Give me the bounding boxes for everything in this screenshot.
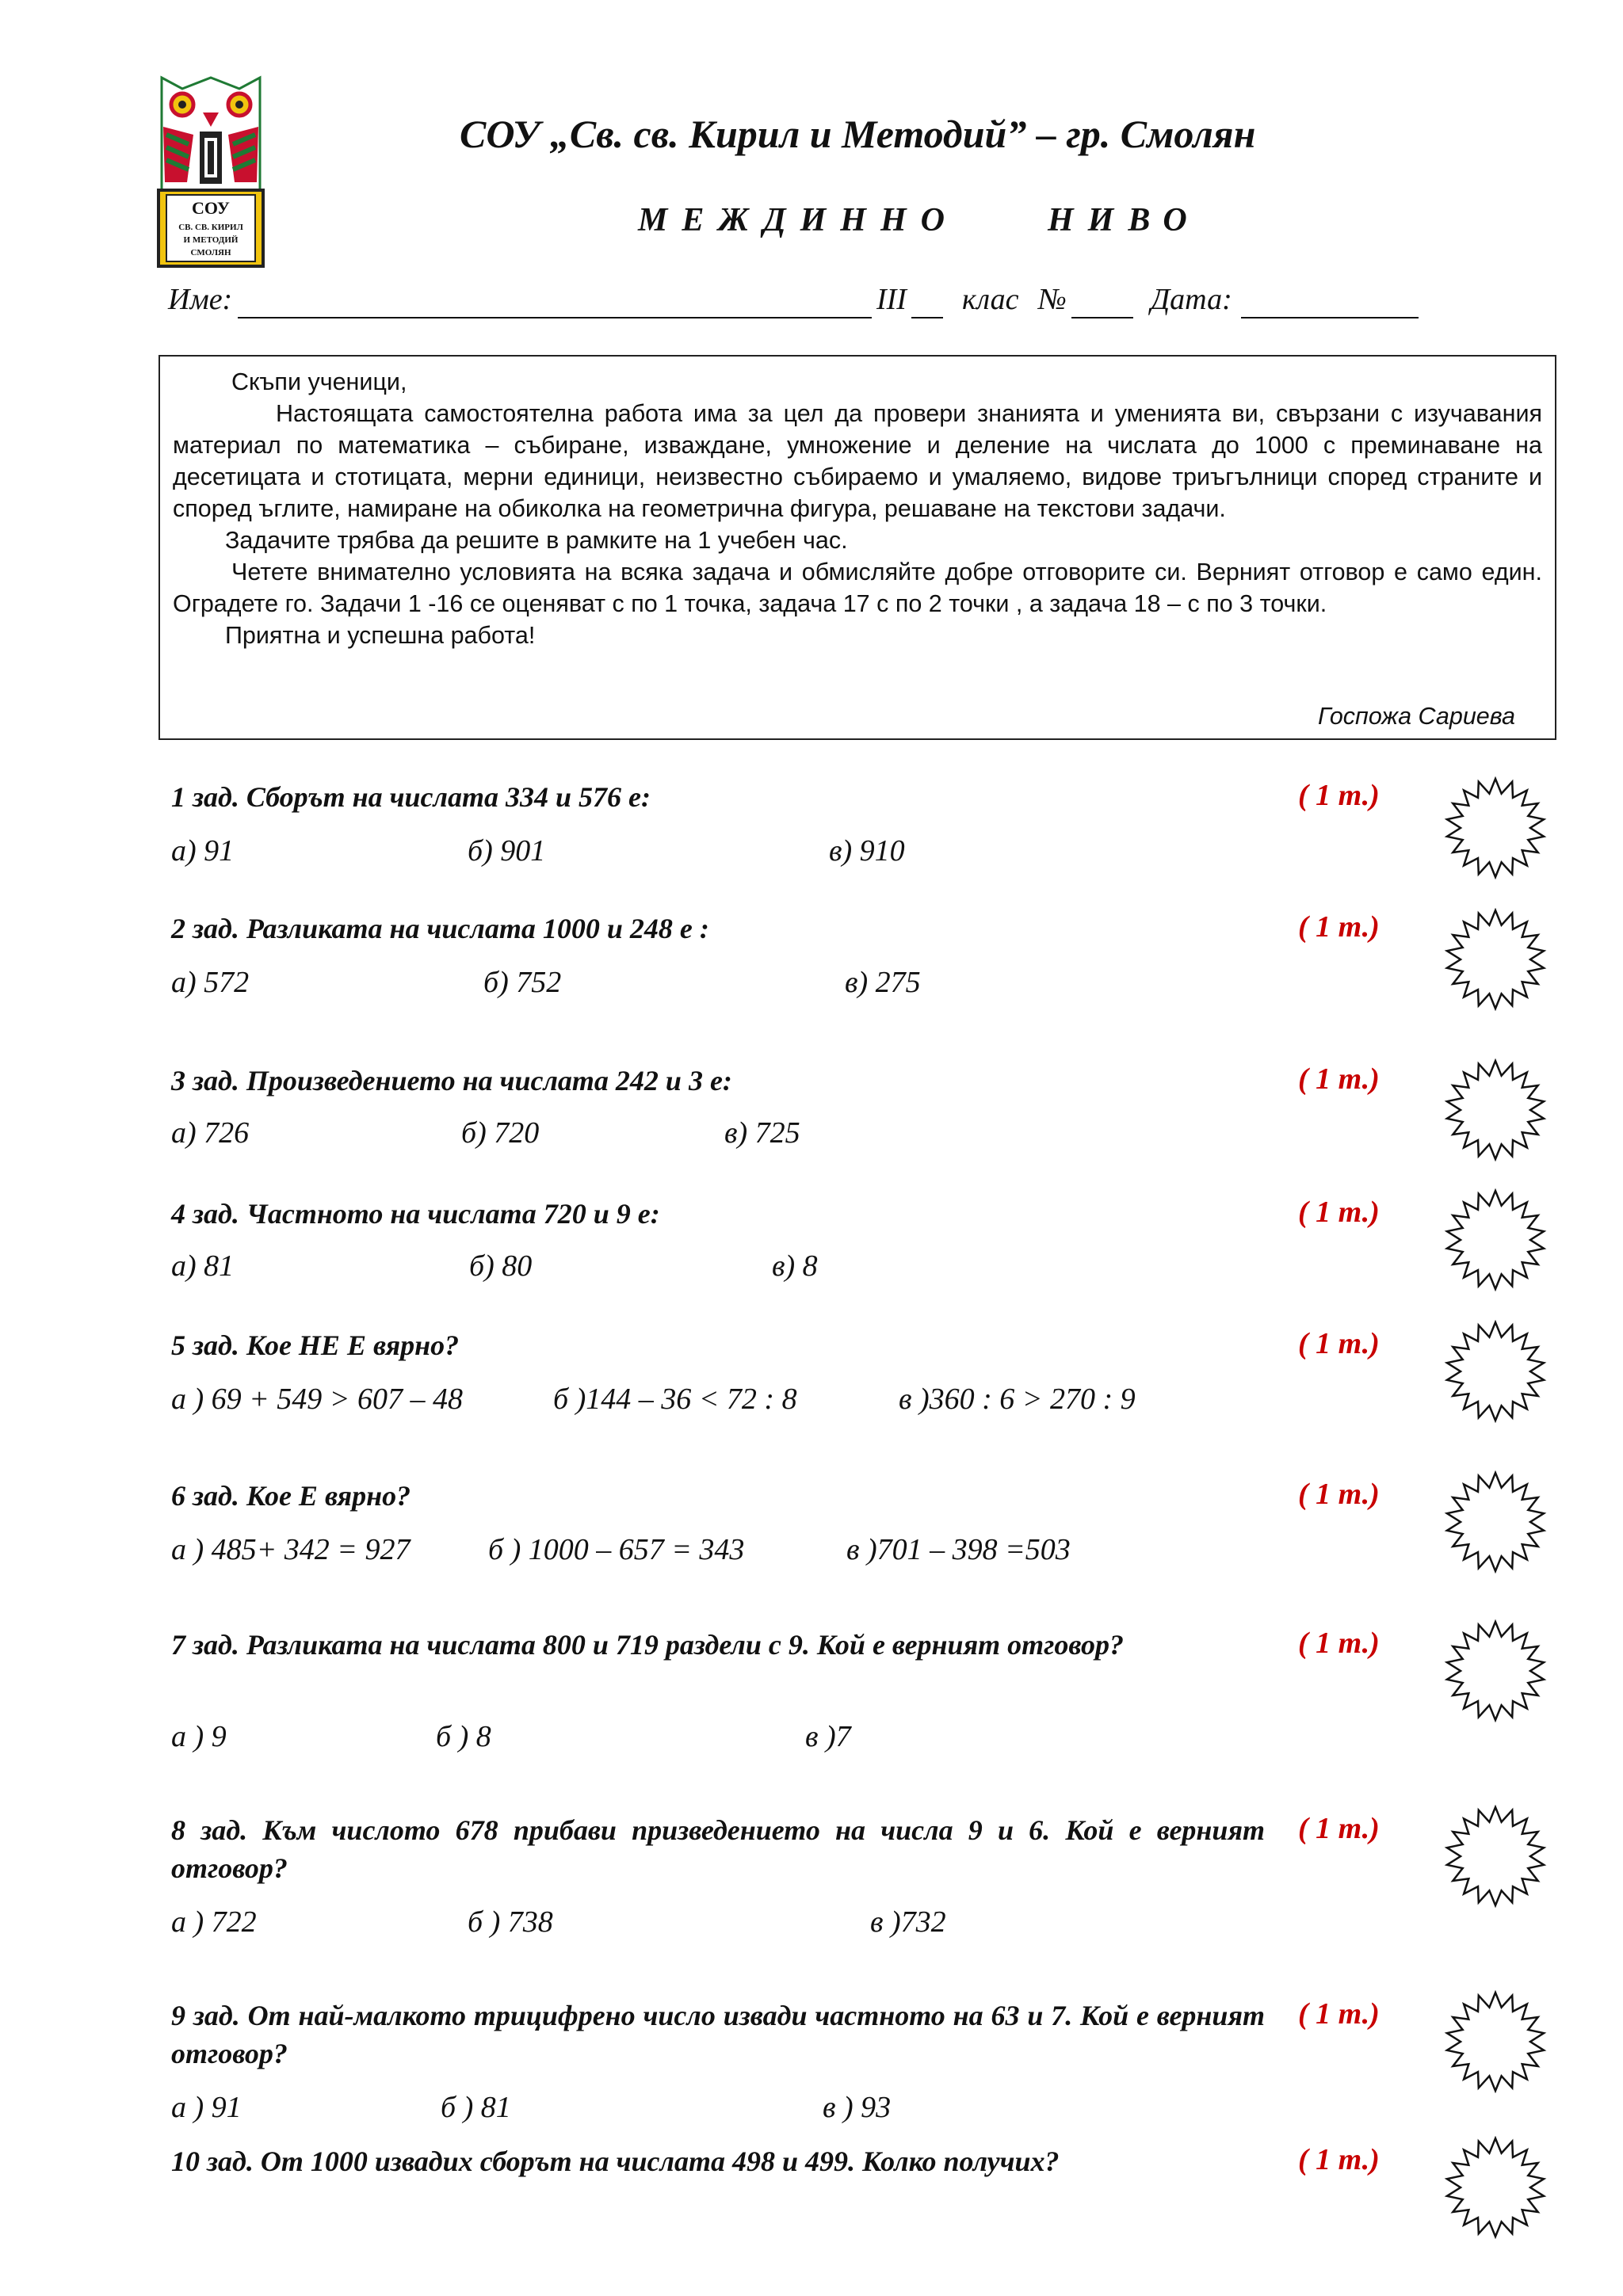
notice-wish: Приятна и успешна работа! (225, 622, 536, 649)
question-6-option-a[interactable]: а ) 485+ 342 = 927 (171, 1533, 411, 1566)
question-3-option-c[interactable]: в) 725 (724, 1116, 800, 1150)
question-10-text: 10 зад. От 1000 извадих сборът на числата 498 и 499. Колко получих? (171, 2145, 1060, 2177)
question-9-option-c[interactable]: в ) 93 (823, 2091, 892, 2124)
question-4-option-a[interactable]: а) 81 (171, 1249, 235, 1283)
notice-paragraph-3: Четете внимателно условията на всяка задача и обмисляйте добре отговорите си. Верният отговор е само един. Оградете го. Задачи 1 -16 се оценяват с по 1 точка, задача 17 с по 2 точки , а задача 18 – с по 3 точки. (173, 559, 1542, 617)
question-7-points: ( 1 т.) (1298, 1627, 1380, 1660)
question-7-option-c[interactable]: в )7 (805, 1720, 851, 1753)
notice-signature: Госпожа Сариева (1317, 703, 1515, 730)
question-9-option-b[interactable]: б ) 81 (441, 2091, 511, 2124)
number-label: № (1038, 283, 1067, 316)
date-blank[interactable] (1241, 317, 1419, 318)
question-7-option-b[interactable]: б ) 8 (436, 1720, 491, 1753)
question-6-option-c[interactable]: в )701 – 398 =503 (846, 1533, 1071, 1566)
question-1-points: ( 1 т.) (1298, 779, 1380, 812)
question-1-option-c[interactable]: в) 910 (829, 834, 905, 868)
question-3-option-a[interactable]: а) 726 (171, 1116, 250, 1150)
question-6-points: ( 1 т.) (1298, 1478, 1380, 1511)
question-4-text: 4 зад. Частното на числата 720 и 9 е: (171, 1198, 660, 1230)
score-star-icon (1444, 776, 1547, 879)
question-2-text: 2 зад. Разликата на числата 1000 и 248 е : (171, 913, 709, 944)
question-5-text: 5 зад. Кое НЕ Е вярно? (171, 1329, 460, 1361)
name-blank[interactable] (238, 317, 872, 318)
question-4-option-b[interactable]: б) 80 (469, 1249, 533, 1283)
question-9-option-a[interactable]: а ) 91 (171, 2091, 242, 2124)
question-9-text: 9 зад. От най-малкото трицифрено число извади частното на 63 и 7. Кой е верният отговор? (171, 2000, 1265, 2069)
logo-caption-1: СВ. СВ. КИРИЛ (178, 223, 243, 232)
date-label: Дата: (1151, 283, 1232, 316)
score-star-icon (1444, 1470, 1547, 1573)
question-3-points: ( 1 т.) (1298, 1062, 1380, 1096)
logo-caption-3: СМОЛЯН (190, 248, 231, 257)
question-3-option-b[interactable]: б) 720 (461, 1116, 540, 1150)
score-star-icon (1444, 1320, 1547, 1423)
school-title: СОУ „Св. св. Кирил и Методий” – гр. Смолян (460, 112, 1256, 156)
score-star-icon (1444, 1058, 1547, 1161)
class-label: III (876, 283, 907, 316)
question-1-option-a[interactable]: а) 91 (171, 834, 235, 868)
question-4-points: ( 1 т.) (1298, 1196, 1380, 1229)
question-9-points: ( 1 т.) (1298, 1997, 1380, 2031)
logo-caption-2: И МЕТОДИЙ (183, 235, 239, 245)
score-star-icon (1444, 908, 1547, 1011)
question-1-text: 1 зад. Сборът на числата 334 и 576 е: (171, 781, 651, 813)
question-5-option-a[interactable]: а ) 69 + 549 > 607 – 48 (171, 1383, 463, 1416)
instructions-box (158, 355, 1556, 740)
question-4-option-c[interactable]: в) 8 (772, 1249, 818, 1283)
question-8-option-a[interactable]: а ) 722 (171, 1905, 257, 1939)
question-8-text: 8 зад. Към числото 678 прибави призведението на числа 9 и 6. Кой е верният отговор? (171, 1814, 1265, 1884)
logo-badge-text: СОУ (192, 198, 230, 218)
score-star-icon (1444, 1619, 1547, 1722)
question-1-option-b[interactable]: б) 901 (468, 834, 546, 868)
question-5-option-c[interactable]: в )360 : 6 > 270 : 9 (899, 1383, 1136, 1416)
question-2-option-b[interactable]: б) 752 (483, 966, 562, 999)
question-7-text: 7 зад. Разликата на числата 800 и 719 раздели с 9. Кой е верният отговор? (171, 1629, 1125, 1661)
score-star-icon (1444, 1188, 1547, 1291)
question-6-text: 6 зад. Кое Е вярно? (171, 1480, 411, 1512)
level-word-1: МЕЖДИННО (638, 202, 959, 238)
name-label: Име: (168, 283, 233, 316)
question-8-points: ( 1 т.) (1298, 1812, 1380, 1845)
number-blank[interactable] (1071, 317, 1133, 318)
question-7-option-a[interactable]: а ) 9 (171, 1720, 227, 1753)
question-6-option-b[interactable]: б ) 1000 – 657 = 343 (488, 1533, 745, 1566)
question-2-option-c[interactable]: в) 275 (845, 966, 921, 999)
level-word-2: НИВО (1048, 202, 1201, 238)
question-5-points: ( 1 т.) (1298, 1327, 1380, 1360)
question-5-option-b[interactable]: б )144 – 36 < 72 : 8 (553, 1383, 797, 1416)
class-blank[interactable] (911, 317, 943, 318)
question-10-points: ( 1 т.) (1298, 2143, 1380, 2176)
question-2-points: ( 1 т.) (1298, 910, 1380, 944)
question-2-option-a[interactable]: а) 572 (171, 966, 250, 999)
notice-greeting: Скъпи ученици, (231, 368, 407, 395)
score-star-icon (1444, 1990, 1547, 2093)
score-star-icon (1444, 2136, 1547, 2239)
score-star-icon (1444, 1805, 1547, 1908)
question-8-option-c[interactable]: в )732 (870, 1905, 946, 1939)
school-logo (155, 71, 266, 269)
question-8-option-b[interactable]: б ) 738 (468, 1905, 553, 1939)
klas-label: клас (962, 283, 1019, 316)
notice-paragraph-1: Настоящата самостоятелна работа има за цел да провери знанията и уменията ви, свързани с изучавания материал по математика – събиране, изваждане, умножение и деление на числата до 1000 с преминаване на десетицата и стотицата, мерни единици, неизвестно събираемо и умаляемо, видове триъгълници според страните и според ъглите, намиране на обиколка на геометрична фигура, решаване на текстови задачи. (173, 400, 1542, 522)
notice-paragraph-2: Задачите трябва да решите в рамките на 1 учебен час. (225, 527, 848, 554)
question-3-text: 3 зад. Произведението на числата 242 и 3 е: (171, 1065, 732, 1097)
